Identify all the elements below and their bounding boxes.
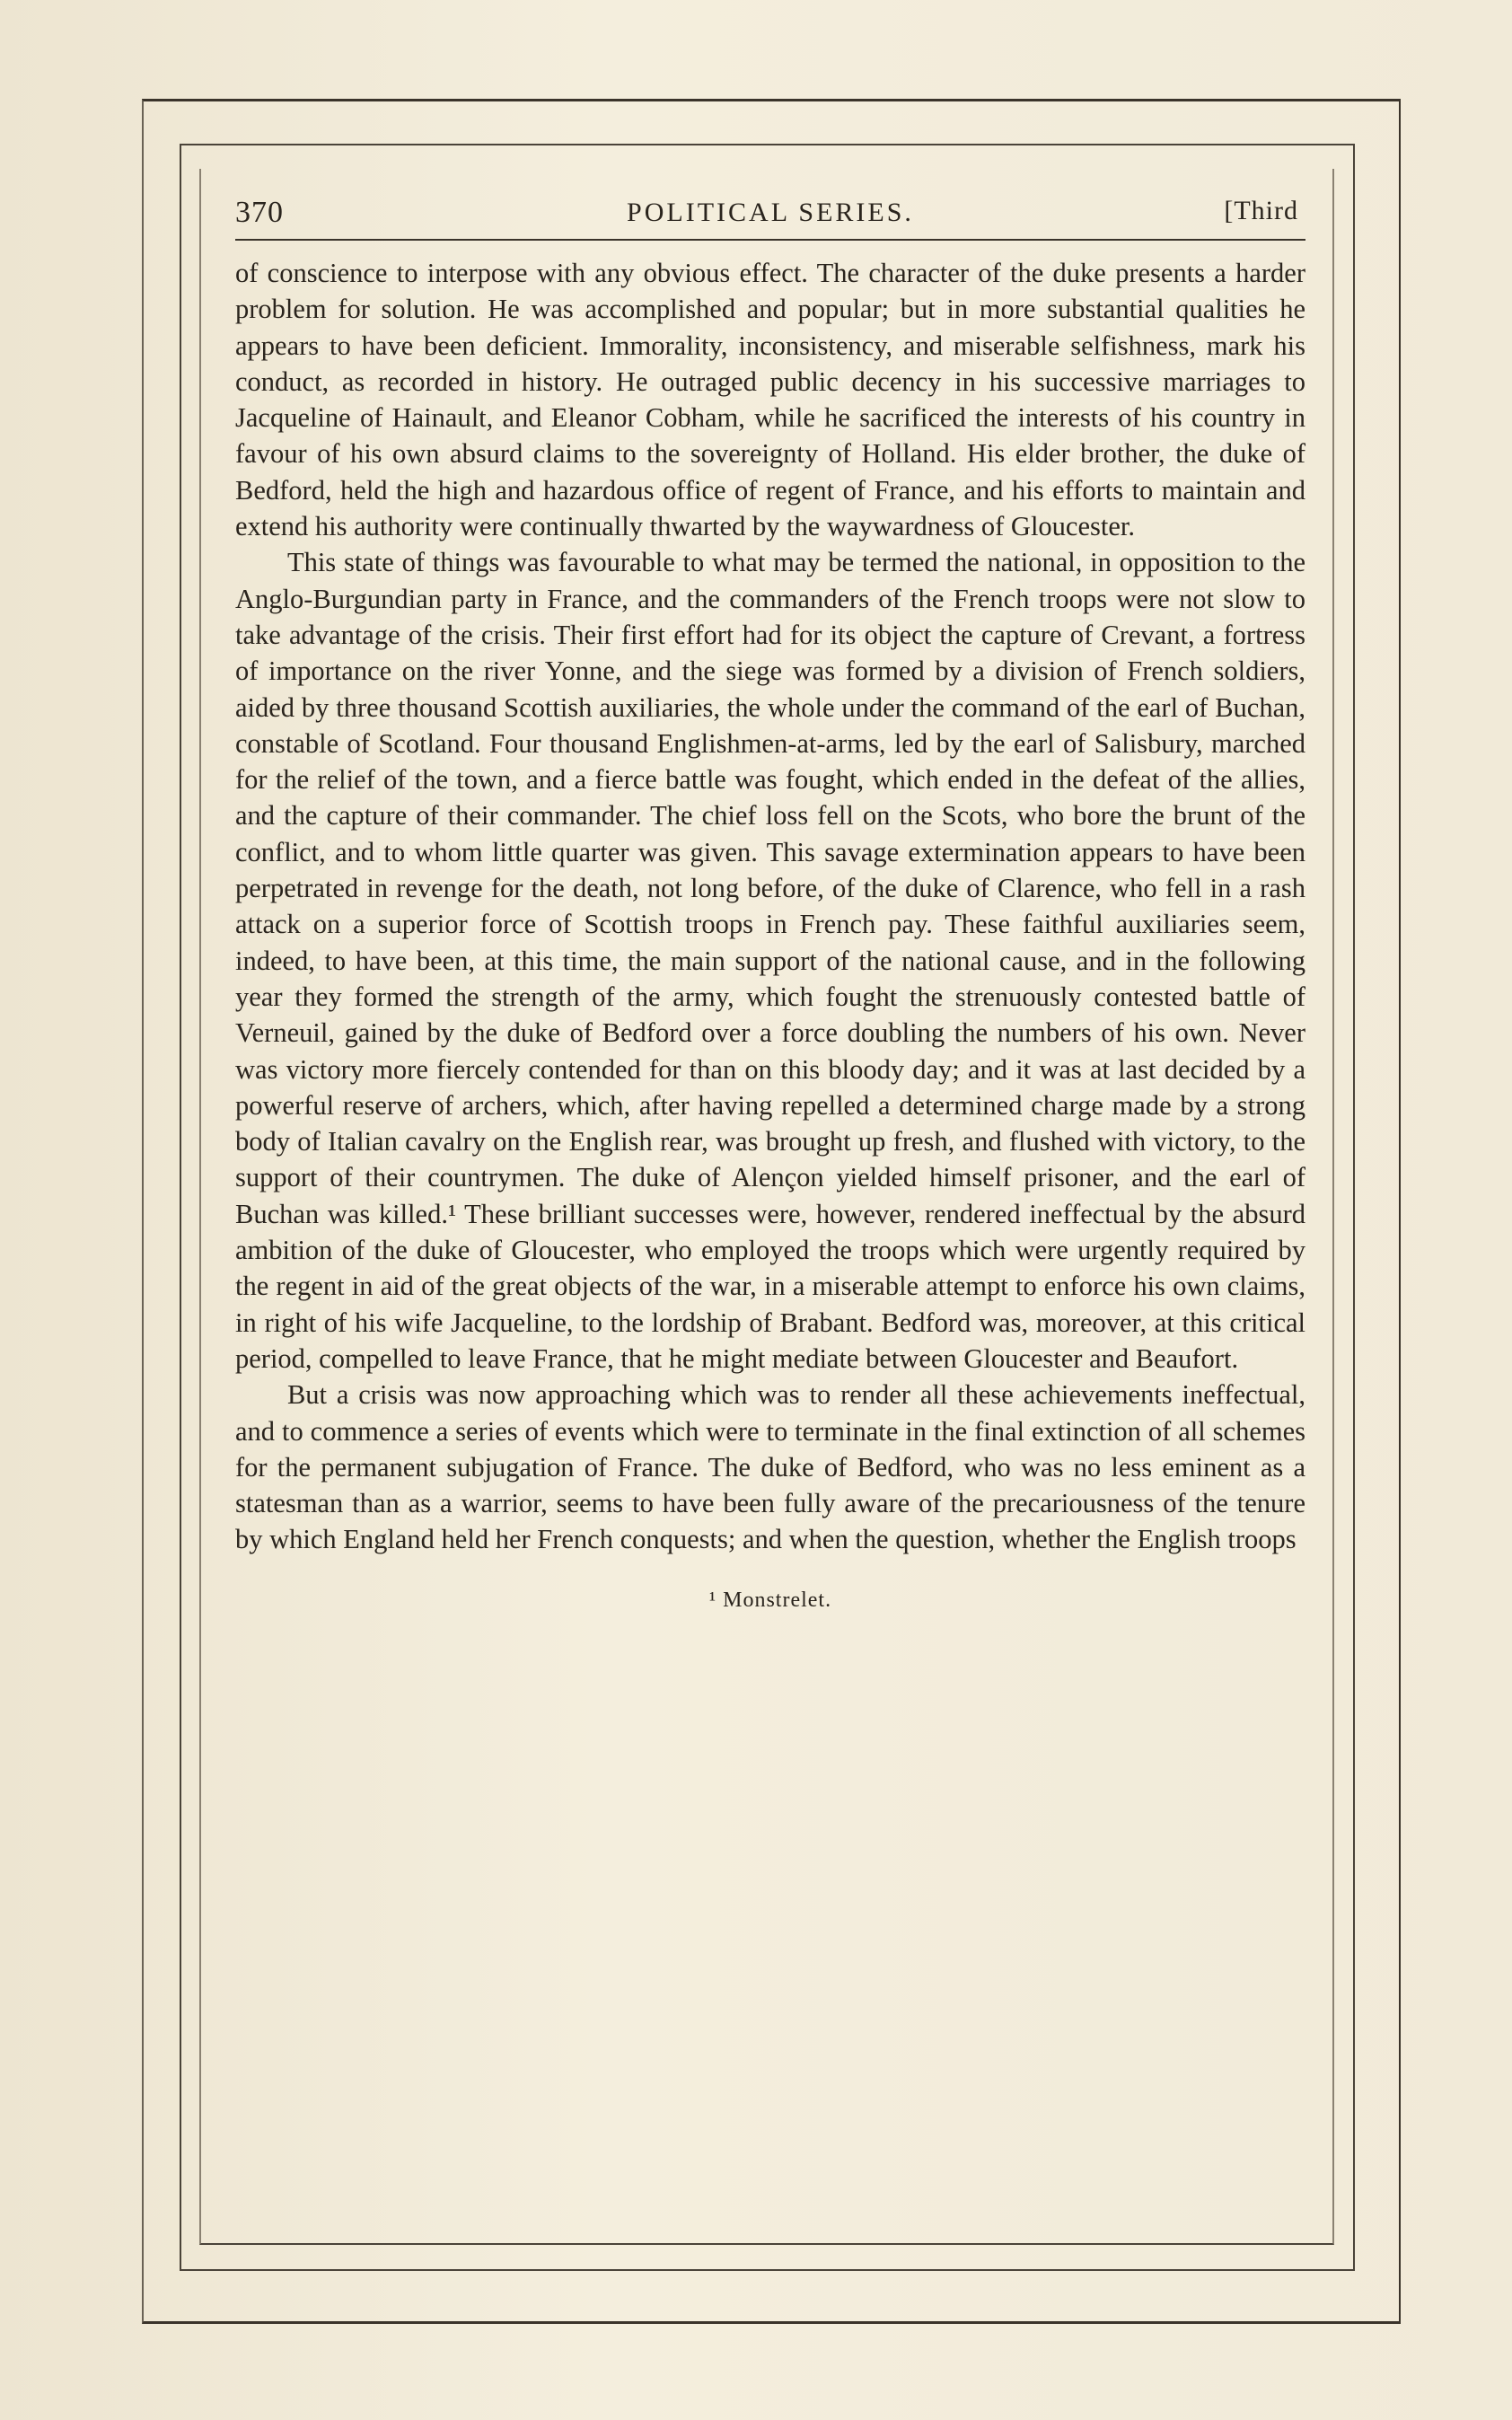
body-text	[235, 255, 1305, 1558]
paragraph: This state of things was favourable to what may be termed the national, in opposition to the Anglo-Burgundian party in France, and the commanders of the French troops were not slow to take advantage of the crisis. Their first effort had for its object the capture of Crevant, a fortress of importance on the river Yonne, and the siege was formed by a division of French soldiers, aided by three thousand Scottish auxiliaries, the whole under the command of the earl of Buchan, constable of Scotland. Four thousand Englishmen-at-arms, led by the earl of Salisbury, marched for the relief of the town, and a fierce battle was fought, which ended in the defeat of the allies, and the capture of their commander. The chief loss fell on the Scots, who bore the brunt of the conflict, and to whom little quarter was given. This savage extermination appears to have been perpetrated in revenge for the death, not long before, of the duke of Clarence, who fell in a rash attack on a superior force of Scottish troops in French pay. These faithful auxiliaries seem, indeed, to have been, at this time, the main support of the national cause, and in the following year they formed the strength of the army, which fought the strenuously contested battle of Verneuil, gained by the duke of Bedford over a force doubling the numbers of his own. Never was victory more fiercely contended for than on this bloody day; and it was at last decided by a powerful reserve of archers, which, after having repelled a determined charge made by a strong body of Italian cavalry on the English rear, was brought up fresh, and flushed with victory, to the support of their countrymen. The duke of Alençon yielded himself prisoner, and the earl of Buchan was killed.¹ These brilliant successes were, however, rendered ineffectual by the absurd ambition of the duke of Gloucester, who employed the troops which were urgently required by the regent in aid of the great objects of the war, in a miserable attempt to enforce his own claims, in right of his wife Jacqueline, to the lordship of Brabant. Bedford was, moreover, at this critical period, compelled to leave France, that he might mediate between Gloucester and Beaufort.	[235, 547, 1305, 1374]
paragraph: But a crisis was now approaching which was to render all these achievements ineffectual, and to commence a series of events which were to terminate in the final extinction of all schemes for the permanent subjugation of France. The duke of Bedford, who was no less eminent as a statesman than as a warrior, seems to have been fully aware of the precariousness of the tenure by which England held her French conquests; and when the question, whether the English troops	[235, 1379, 1305, 1555]
running-head	[235, 189, 1305, 241]
paragraph: of conscience to interpose with any obvious effect. The character of the duke presents a harder problem for solution. He was accomplished and popular; but in more substantial qualities he appears to have been deficient. Immorality, inconsistency, and miserable selfishness, mark his conduct, as recorded in history. He outraged public decency in his successive marriages to Jacqueline of Hainault, and Eleanor Cobham, while he sacrificed the interests of his country in favour of his own absurd claims to the sovereignty of Holland. His elder brother, the duke of Bedford, held the high and hazardous office of regent of France, and his efforts to maintain and extend his authority were continually thwarted by the waywardness of Gloucester.	[235, 258, 1305, 542]
section-label: [Third	[1224, 196, 1298, 225]
running-title: POLITICAL SERIES.	[627, 198, 914, 227]
book-page	[235, 189, 1305, 2236]
footnote: ¹ Monstrelet.	[708, 1588, 832, 1612]
page-number: 370	[235, 196, 284, 229]
